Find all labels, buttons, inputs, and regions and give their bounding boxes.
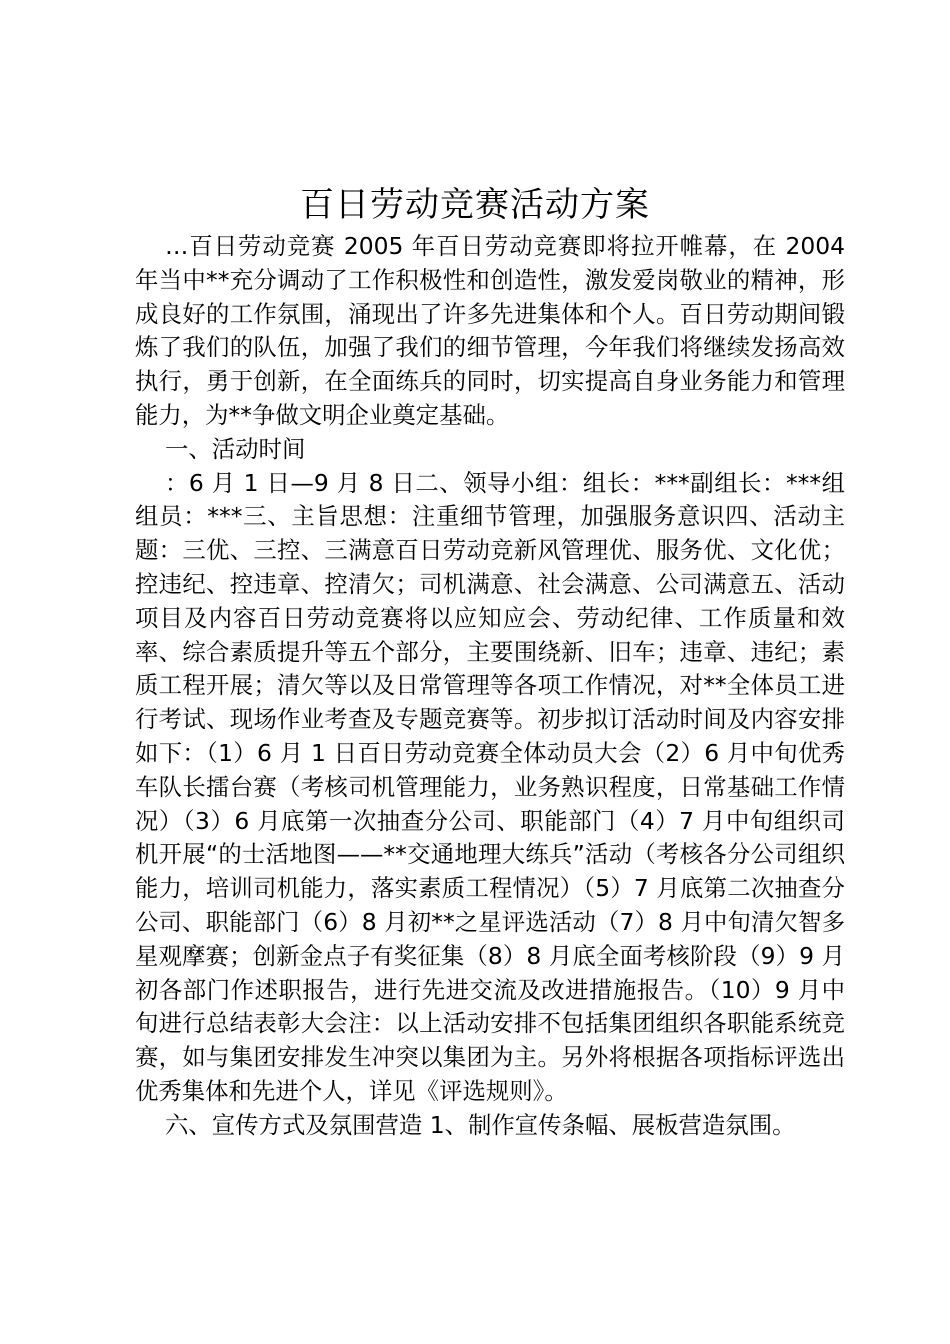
document-title: 百日劳动竞赛活动方案 (300, 185, 650, 225)
activity-details-paragraph: ：6 月 1 日—9 月 8 日二、领导小组：组长：***副组长：***组组员：***三、主旨思想：注重细节管理，加强服务意识四、活动主题：三优、三控、三满意百日劳动竞新风管理优、服务优、文化优；控违纪、控违章、控清欠；司机满意、社会满意、公司满意五、活动项目及内容百日劳动竞赛将以应知应会、劳动纪律、工作质量和效率、综合素质提升等五个部分，主要围绕新、旧车；违章、违纪；素质工程开展；清欠等以及日常管理等各项工作情况，对**全体员工进行考试、现场作业考查及专题竞赛等。初步拟订活动时间及内容安排如下：（1）6 月 1 日百日劳动竞赛全体动员大会（2）6 月中旬优秀车队长擂台赛（考核司机管理能力，业务熟识程度，日常基础工作情况）（3）6 月底第一次抽查分公司、职能部门（4）7 月中旬组织司机开展“的士活地图——**交通地理大练兵”活动（考核各分公司组织能力，培训司机能力，落实素质工程情况）（5）7 月底第二次抽查分公司、职能部门（6）8 月初**之星评选活动（7）8 月中旬清欠智多星观摩赛；创新金点子有奖征集（8）8 月底全面考核阶段（9）9 月初各部门作述职报告，进行先进交流及改进措施报告。（10）9 月中旬进行总结表彰大会注：以上活动安排不包括集团组织各职能系统竞赛，如与集团安排发生冲突以集团为主。另外将根据各项指标评选出优秀集体和先进个人，详见《评选规则》。 (135, 468, 845, 1105)
intro-paragraph: …百日劳动竞赛 2005 年百日劳动竞赛即将拉开帷幕，在 2004 年当中**充分调动了工作积极性和创造性，激发爱岗敬业的精神，形成良好的工作氛围，涌现出了许多先进集体和个人。百日劳动期间锻炼了我们的队伍，加强了我们的细节管理，今年我们将继续发扬高效执行，勇于创新，在全面练兵的同时，切实提高自身业务能力和管理能力，为**争做文明企业奠定基础。 (135, 232, 845, 429)
section-heading-activity-time: 一、活动时间 (165, 434, 306, 463)
document-body (135, 230, 845, 1143)
publicity-paragraph: 六、宣传方式及氛围营造 1、制作宣传条幅、展板营造氛围。 (165, 1110, 796, 1139)
